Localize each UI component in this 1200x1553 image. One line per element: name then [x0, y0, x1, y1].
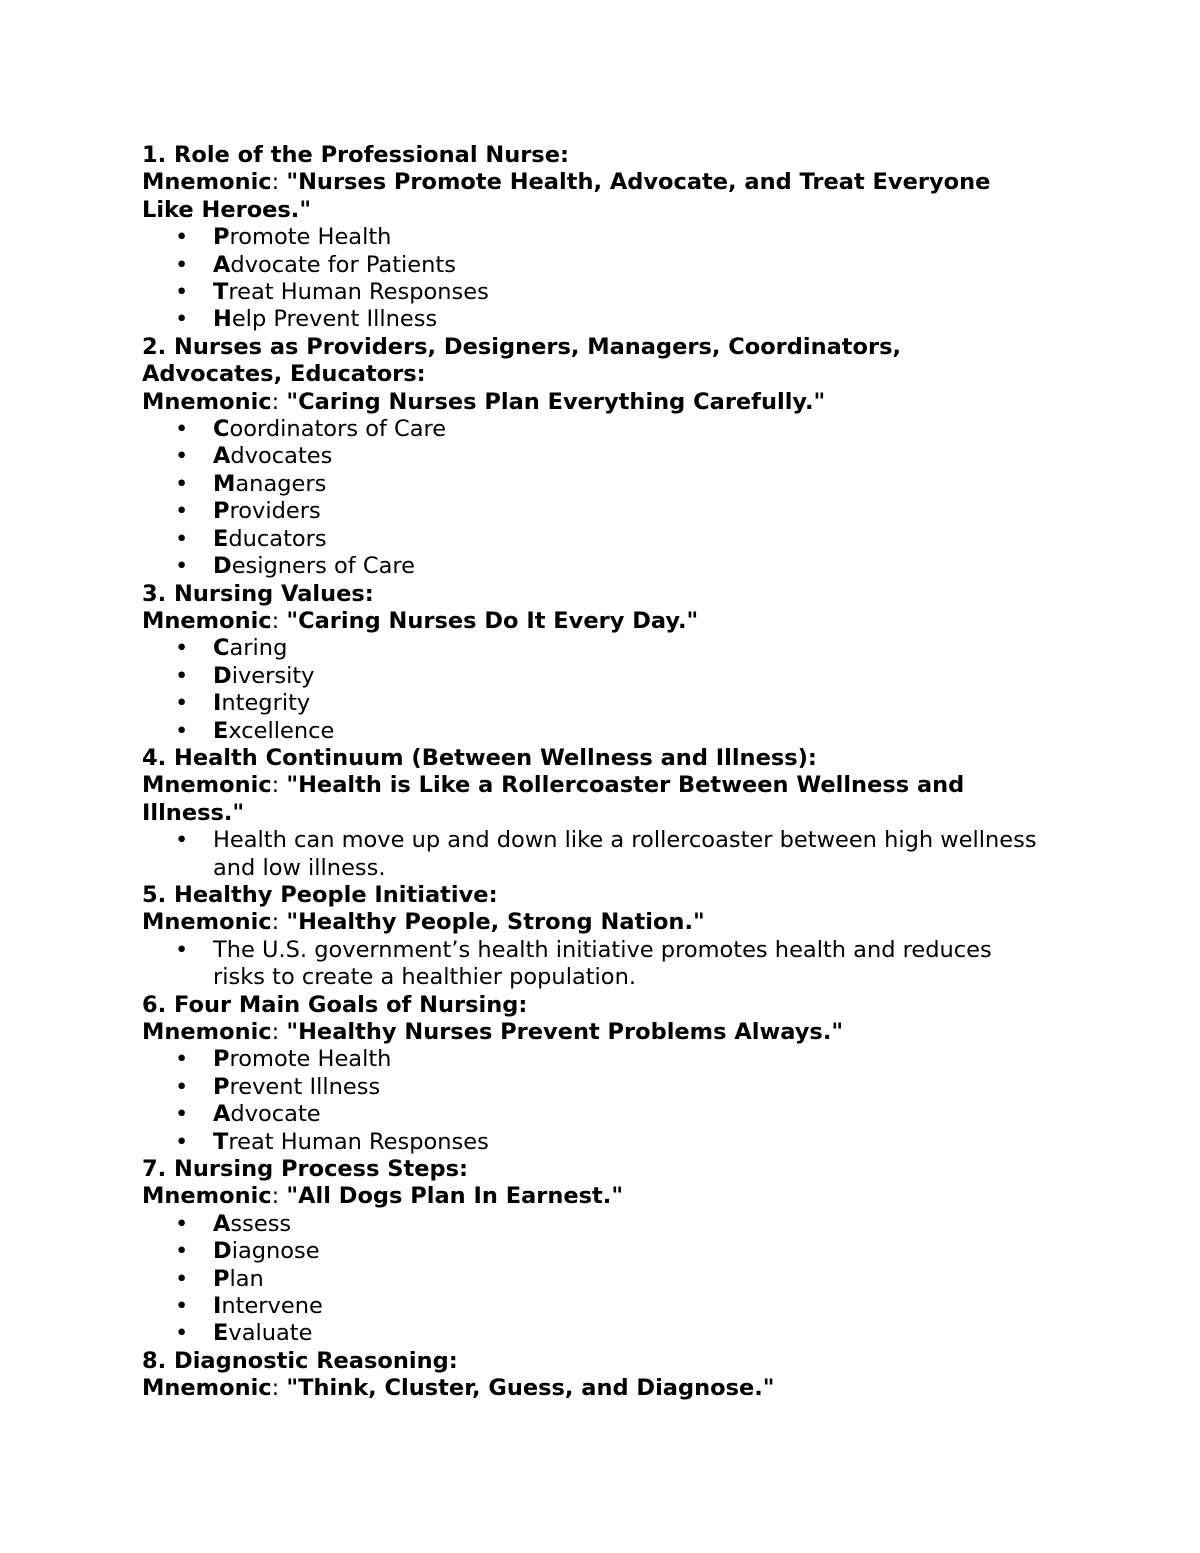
item-text: ducators	[228, 525, 327, 552]
mnemonic-text: "Health is Like a Rollercoaster Between Wellness and Illness."	[142, 772, 965, 826]
bullet-icon: •	[175, 635, 189, 662]
mnemonic-line	[142, 1183, 1042, 1210]
section-8	[142, 1348, 1042, 1403]
item-initial: P	[213, 1073, 230, 1100]
item-initial: A	[213, 1210, 231, 1237]
section-heading: 3. Nursing Values:	[142, 580, 374, 607]
list-item	[142, 553, 1042, 580]
bullet-list	[142, 1046, 1042, 1156]
mnemonic-text: "All Dogs Plan In Earnest."	[286, 1183, 624, 1210]
section-5	[142, 882, 1042, 992]
mnemonic-line	[142, 909, 1042, 936]
list-item	[142, 663, 1042, 690]
section-2	[142, 334, 1042, 581]
mnemonic-separator: :	[271, 772, 287, 799]
item-initial: C	[213, 635, 230, 662]
list-item	[142, 1293, 1042, 1320]
list-item	[142, 526, 1042, 553]
list-item	[142, 443, 1042, 470]
mnemonic-label: Mnemonic	[142, 1183, 272, 1210]
mnemonic-line	[142, 1019, 1042, 1046]
mnemonic-label: Mnemonic	[142, 388, 272, 415]
list-item	[142, 1266, 1042, 1293]
list-item	[142, 306, 1042, 333]
section-1	[142, 142, 1042, 334]
list-item	[142, 937, 1042, 992]
mnemonic-separator: :	[271, 169, 287, 196]
item-text: dvocate	[230, 1101, 321, 1128]
bullet-list	[142, 416, 1042, 580]
mnemonic-text: "Healthy Nurses Prevent Problems Always."	[286, 1019, 844, 1045]
mnemonic-text: "Think, Cluster, Guess, and Diagnose."	[286, 1375, 775, 1402]
bullet-icon: •	[175, 251, 189, 278]
bullet-list	[142, 937, 1042, 992]
item-initial: P	[213, 1265, 230, 1292]
list-item	[142, 471, 1042, 498]
item-text: reat Human Responses	[228, 279, 489, 306]
list-item	[142, 279, 1042, 306]
bullet-icon: •	[175, 1128, 189, 1155]
list-item	[142, 416, 1042, 443]
section-heading: 7. Nursing Process Steps:	[142, 1156, 469, 1183]
bullet-icon: •	[175, 1238, 189, 1265]
section-heading: 4. Health Continuum (Between Wellness and Illness):	[142, 744, 817, 771]
mnemonic-text: "Caring Nurses Do It Every Day."	[286, 607, 699, 634]
bullet-icon: •	[175, 306, 189, 333]
section-4	[142, 745, 1042, 882]
bullet-icon: •	[175, 827, 189, 854]
mnemonic-separator: :	[271, 1019, 287, 1045]
bullet-icon: •	[175, 1265, 189, 1292]
mnemonic-label: Mnemonic	[142, 909, 272, 936]
mnemonic-line	[142, 169, 1042, 224]
mnemonic-text: "Nurses Promote Health, Advocate, and Treat Everyone Like Heroes."	[142, 169, 991, 223]
item-initial: C	[213, 416, 230, 443]
item-text: valuate	[228, 1320, 313, 1347]
section-heading: 2. Nurses as Providers, Designers, Managers, Coordinators, Advocates, Educators:	[142, 333, 902, 388]
section-7	[142, 1156, 1042, 1348]
item-initial: T	[213, 1128, 229, 1155]
bullet-icon: •	[175, 717, 189, 744]
list-item	[142, 1074, 1042, 1101]
bullet-icon: •	[175, 936, 189, 963]
mnemonic-separator: :	[271, 1183, 287, 1210]
item-text: iversity	[231, 662, 315, 689]
mnemonic-separator: :	[271, 388, 287, 415]
item-text: aring	[229, 635, 288, 662]
list-item	[142, 252, 1042, 279]
item-text: dvocates	[230, 443, 333, 470]
bullet-icon: •	[175, 1101, 189, 1128]
mnemonic-label: Mnemonic	[142, 169, 272, 196]
section-heading: 5. Healthy People Initiative:	[142, 881, 498, 908]
item-text: ntervene	[221, 1293, 323, 1320]
section-heading: 1. Role of the Professional Nurse:	[142, 142, 569, 168]
item-initial: A	[213, 251, 231, 278]
bullet-icon: •	[175, 662, 189, 689]
list-item	[142, 827, 1042, 882]
item-text: ntegrity	[221, 690, 311, 717]
item-text: The U.S. government’s health initiative promotes health and reduces risks to create a healthier population.	[213, 936, 992, 991]
bullet-icon: •	[175, 1293, 189, 1320]
mnemonic-text: "Caring Nurses Plan Everything Carefully."	[286, 388, 826, 415]
bullet-icon: •	[175, 443, 189, 470]
document-content	[142, 142, 1042, 1403]
item-text: Health can move up and down like a rollercoaster between high wellness and low illness.	[213, 827, 1037, 881]
item-text: elp Prevent Illness	[231, 306, 438, 333]
list-item	[142, 1320, 1042, 1347]
mnemonic-separator: :	[271, 909, 287, 936]
bullet-list	[142, 224, 1042, 334]
item-initial: A	[213, 1101, 231, 1128]
item-initial: H	[213, 306, 232, 333]
item-text: iagnose	[231, 1238, 320, 1265]
mnemonic-label: Mnemonic	[142, 1019, 272, 1045]
item-initial: E	[213, 717, 229, 744]
item-initial: I	[213, 690, 222, 717]
mnemonic-label: Mnemonic	[142, 607, 272, 634]
item-initial: T	[213, 279, 229, 306]
bullet-icon: •	[175, 1073, 189, 1100]
bullet-icon: •	[175, 498, 189, 525]
item-initial: D	[213, 662, 232, 689]
mnemonic-separator: :	[271, 607, 287, 634]
bullet-icon: •	[175, 690, 189, 717]
bullet-icon: •	[175, 1046, 189, 1073]
bullet-icon: •	[175, 1320, 189, 1347]
item-initial: A	[213, 443, 231, 470]
list-item	[142, 224, 1042, 251]
section-heading: 6. Four Main Goals of Nursing:	[142, 991, 528, 1018]
list-item	[142, 1211, 1042, 1238]
item-initial: E	[213, 525, 229, 552]
bullet-icon: •	[175, 416, 189, 443]
bullet-list	[142, 1211, 1042, 1348]
list-item	[142, 1238, 1042, 1265]
mnemonic-line	[142, 389, 1042, 416]
mnemonic-line	[142, 1375, 1042, 1402]
bullet-list	[142, 827, 1042, 882]
item-text: anagers	[235, 470, 327, 497]
bullet-list	[142, 635, 1042, 745]
item-text: revent Illness	[229, 1073, 381, 1100]
list-item	[142, 718, 1042, 745]
list-item	[142, 1101, 1042, 1128]
item-text: xcellence	[228, 717, 335, 744]
item-text: dvocate for Patients	[230, 251, 456, 278]
list-item	[142, 635, 1042, 662]
bullet-icon: •	[175, 470, 189, 497]
item-initial: P	[213, 498, 230, 525]
item-text: esigners of Care	[231, 553, 415, 580]
item-initial: I	[213, 1293, 222, 1320]
bullet-icon: •	[175, 553, 189, 580]
item-text: oordinators of Care	[229, 416, 447, 443]
item-text: romote Health	[229, 224, 392, 251]
mnemonic-separator: :	[271, 1375, 287, 1402]
mnemonic-text: "Healthy People, Strong Nation."	[286, 909, 705, 936]
item-text: romote Health	[229, 1046, 392, 1073]
bullet-icon: •	[175, 224, 189, 251]
item-initial: P	[213, 1046, 230, 1073]
mnemonic-label: Mnemonic	[142, 772, 272, 799]
item-text: lan	[229, 1265, 264, 1292]
section-3	[142, 581, 1042, 745]
item-text: roviders	[229, 498, 321, 525]
list-item	[142, 1046, 1042, 1073]
item-text: ssess	[230, 1210, 292, 1237]
item-initial: D	[213, 553, 232, 580]
section-heading: 8. Diagnostic Reasoning:	[142, 1347, 458, 1374]
item-initial: M	[213, 470, 236, 497]
section-6	[142, 992, 1042, 1156]
mnemonic-label: Mnemonic	[142, 1375, 272, 1402]
bullet-icon: •	[175, 1210, 189, 1237]
item-initial: E	[213, 1320, 229, 1347]
bullet-icon: •	[175, 279, 189, 306]
item-initial: P	[213, 224, 230, 251]
item-text: reat Human Responses	[228, 1128, 489, 1155]
item-initial: D	[213, 1238, 232, 1265]
bullet-icon: •	[175, 525, 189, 552]
list-item	[142, 1129, 1042, 1156]
list-item	[142, 498, 1042, 525]
list-item	[142, 690, 1042, 717]
mnemonic-line	[142, 772, 1042, 827]
mnemonic-line	[142, 608, 1042, 635]
